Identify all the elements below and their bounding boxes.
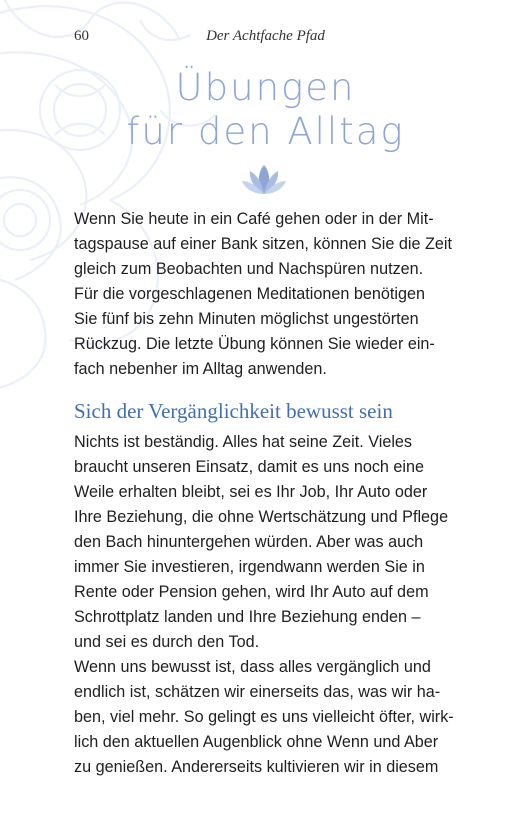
text-line: Weile erhalten bleibt, sei es Ihr Job, Ihr Auto oder (74, 483, 428, 501)
running-head: Der Achtfache Pfad (206, 28, 325, 44)
text-line: Für die vorgeschlagenen Meditationen benötigen (74, 285, 425, 303)
chapter-title-line-2: für den Alltag (126, 110, 405, 153)
page-number: 60 (74, 28, 89, 44)
text-line: tagspause auf einer Bank sitzen, können Sie die Zeit (74, 235, 452, 253)
lotus-icon (240, 163, 288, 197)
text-line: zu genießen. Andererseits kultivieren wir in diesem (74, 758, 439, 776)
text-line: fach nebenher im Alltag anwenden. (74, 360, 327, 378)
text-line: Sie fünf bis zehn Minuten möglichst ungestörten (74, 310, 419, 328)
text-line: immer Sie investieren, irgendwann werden Sie in (74, 558, 425, 576)
chapter-title (0, 66, 531, 154)
text-line: braucht unseren Einsatz, damit es uns noch eine (74, 458, 425, 476)
chapter-title-line-1: Übungen (175, 66, 356, 109)
text-line: den Bach hinuntergehen würden. Aber was auch (74, 533, 424, 551)
section-heading: Sich der Vergänglichkeit bewusst sein (74, 399, 393, 423)
section-paragraph (74, 430, 454, 780)
text-line: und sei es durch den Tod. (74, 633, 260, 651)
text-line: gleich zum Beobachten und Nachspüren nutzen. (74, 260, 424, 278)
text-line: Nichts ist beständig. Alles hat seine Zeit. Vieles (74, 433, 413, 451)
text-line: Wenn uns bewusst ist, dass alles vergänglich und (74, 658, 431, 676)
text-line: Rente oder Pension gehen, wird Ihr Auto auf dem (74, 583, 429, 601)
text-line: endlich ist, schätzen wir einerseits das, was wir ha- (74, 683, 441, 701)
text-line: Rückzug. Die letzte Übung können Sie wieder ein- (74, 335, 435, 353)
intro-paragraph (74, 207, 454, 382)
text-line: lich den aktuellen Augenblick ohne Wenn und Aber (74, 733, 439, 751)
text-line: Schrottplatz landen und Ihre Beziehung enden – (74, 608, 421, 626)
text-line: Wenn Sie heute in ein Café gehen oder in der Mit- (74, 210, 434, 228)
text-line: ben, viel mehr. So gelingt es uns vielleicht öfter, wirk- (74, 708, 454, 726)
text-line: Ihre Beziehung, die ohne Wertschätzung und Pflege (74, 508, 449, 526)
